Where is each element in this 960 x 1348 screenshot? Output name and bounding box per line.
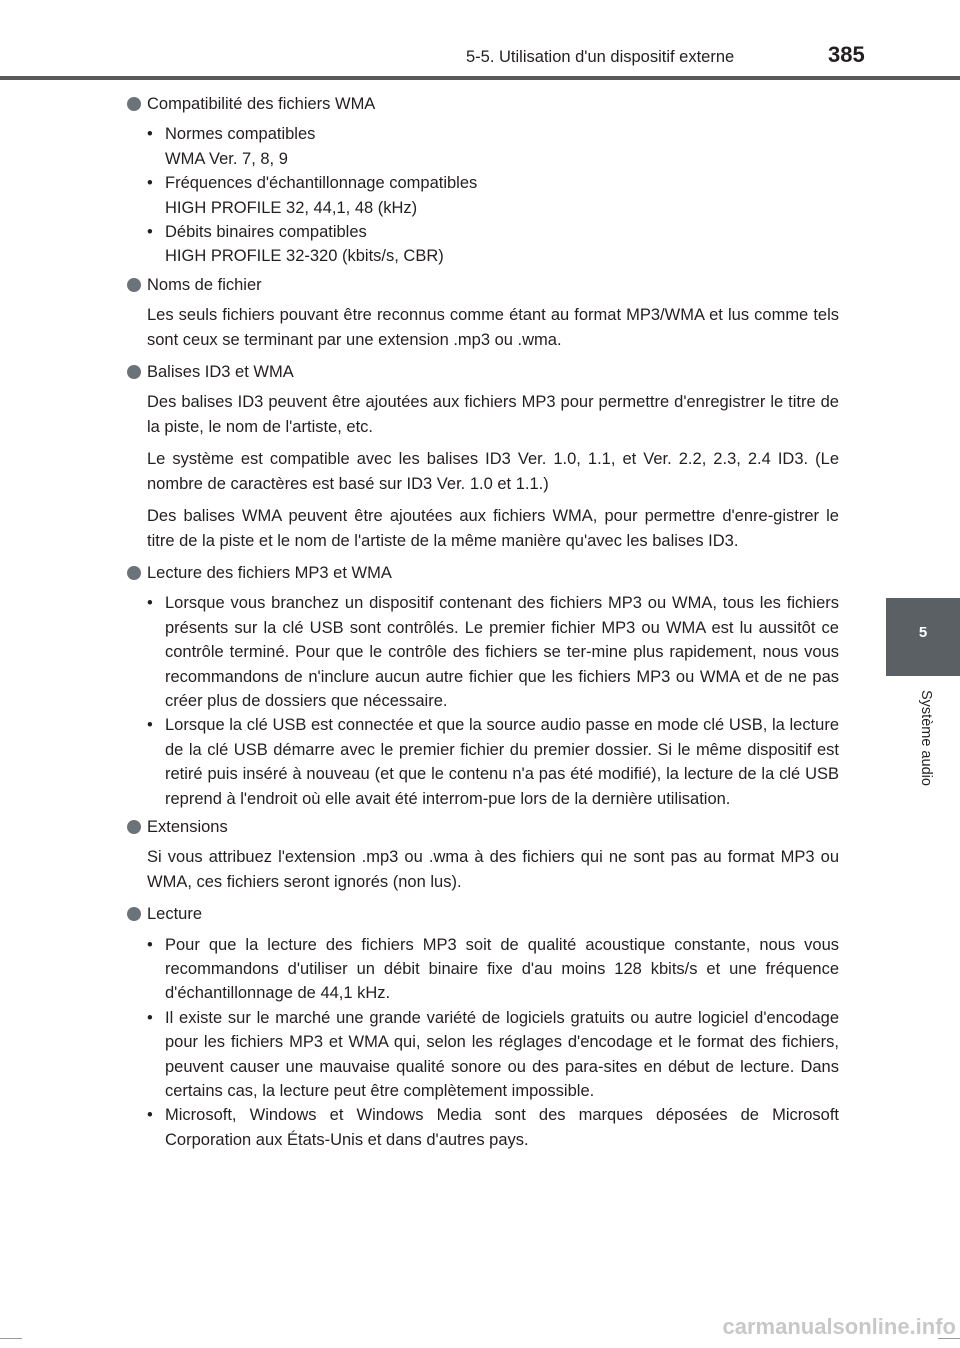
section-title: 5-5. Utilisation d'un dispositif externe — [466, 48, 735, 66]
section-balises — [127, 360, 839, 553]
page-content — [127, 92, 839, 1156]
section-heading: Lecture des fichiers MP3 et WMA — [147, 563, 392, 582]
list-item: • Lorsque la clé USB est connectée et que la source audio passe en mode clé USB, la lecture de la clé USB démarre avec le premier fichier du premier dossier. Si le même dispositif est retiré puis inséré à nouveau (et que le contenu n'a pas été modifié), la lecture de la clé USB reprend à l'endroit où elle avait été interrom-pue lors de la dernière utilisation. — [147, 716, 839, 808]
section-extensions — [127, 815, 839, 894]
page-header — [0, 0, 960, 80]
paragraph: Si vous attribuez l'extension .mp3 ou .wma à des fichiers qui ne sont pas au format MP3 ou WMA, ces fichiers seront ignorés (non lus). — [147, 848, 839, 891]
list-item: • Fréquences d'échantillonnage compatibles HIGH PROFILE 32, 44,1, 48 (kHz) — [147, 174, 478, 217]
section-bullet-icon — [127, 365, 141, 379]
chapter-label: Système audio — [918, 690, 934, 786]
section-noms — [127, 273, 839, 352]
list-item: • Lorsque vous branchez un dispositif contenant des fichiers MP3 ou WMA, tous les fichiers présents sur la clé USB sont contrôlés. Le premier fichier MP3 ou WMA est lu aussitôt ce contrôle terminé. Pour que le contrôle des fichiers se ter-mine plus rapidement, nous vous recommandons de n'inclure aucun autre fichier que les fichiers MP3 ou WMA et de ne pas créer plus de dossiers que nécessaire. — [147, 594, 839, 710]
list-item: • Microsoft, Windows et Windows Media sont des marques déposées de Microsoft Corporation aux États-Unis et dans d'autres pays. — [147, 1106, 839, 1149]
page-number: 385 — [828, 42, 865, 67]
paragraph: Le système est compatible avec les balises ID3 Ver. 1.0, 1.1, et Ver. 2.2, 2.3, 2.4 ID3. (Le nombre de caractères est basé sur ID3 Ver. 1.0 et 1.1.) — [147, 450, 839, 493]
list-item: • Il existe sur le marché une grande variété de logiciels gratuits ou autre logiciel d'encodage pour les fichiers MP3 et WMA qui, selon les réglages d'encodage et le format des fichiers, peuvent causer une mauvaise qualité sonore ou des para-sites en début de lecture. Dans certains cas, la lecture peut être complètement impossible. — [147, 1008, 839, 1101]
paragraph: Des balises WMA peuvent être ajoutées aux fichiers WMA, pour permettre d'enre-gistrer le titre de la piste et le nom de l'artiste de la même manière qu'avec les balises ID3. — [147, 507, 839, 550]
list-item: • Débits binaires compatibles HIGH PROFILE 32-320 (kbits/s, CBR) — [147, 223, 444, 266]
section-heading: Balises ID3 et WMA — [147, 363, 294, 382]
chapter-tab — [886, 598, 960, 810]
section-heading: Lecture — [147, 905, 203, 924]
section-lecture — [127, 902, 839, 1152]
section-heading: Noms de fichier — [147, 275, 262, 294]
section-bullet-icon — [127, 566, 141, 580]
section-bullet-icon — [127, 278, 141, 292]
watermark: carmanualsonline.info — [722, 1314, 956, 1339]
section-bullet-icon — [127, 820, 141, 834]
paragraph: Des balises ID3 peuvent être ajoutées aux fichiers MP3 pour permettre d'enregistrer le titre de la piste, le nom de l'artiste, etc. — [147, 393, 839, 436]
section-heading: Compatibilité des fichiers WMA — [147, 95, 376, 113]
section-wma — [127, 92, 839, 269]
list-item: • Normes compatibles WMA Ver. 7, 8, 9 — [147, 125, 316, 168]
header-rule — [0, 76, 960, 80]
list-item: • Pour que la lecture des fichiers MP3 soit de qualité acoustique constante, nous vous recommandons d'utiliser un débit binaire fixe d'au moins 128 kbits/s et une fréquence d'échantillonnage de 44,1 kHz. — [147, 935, 839, 1003]
section-bullet-icon — [127, 907, 141, 921]
paragraph: Les seuls fichiers pouvant être reconnus comme étant au format MP3/WMA et lus comme tels sont ceux se terminant par une extension .mp3 ou .wma. — [147, 306, 839, 349]
crop-mark — [0, 1338, 22, 1339]
section-bullet-icon — [127, 97, 141, 111]
spec-list — [147, 122, 839, 268]
section-heading: Extensions — [147, 817, 228, 836]
chapter-number: 5 — [918, 624, 928, 641]
chapter-number-box — [886, 598, 960, 676]
section-lecture-mp3 — [127, 561, 839, 811]
